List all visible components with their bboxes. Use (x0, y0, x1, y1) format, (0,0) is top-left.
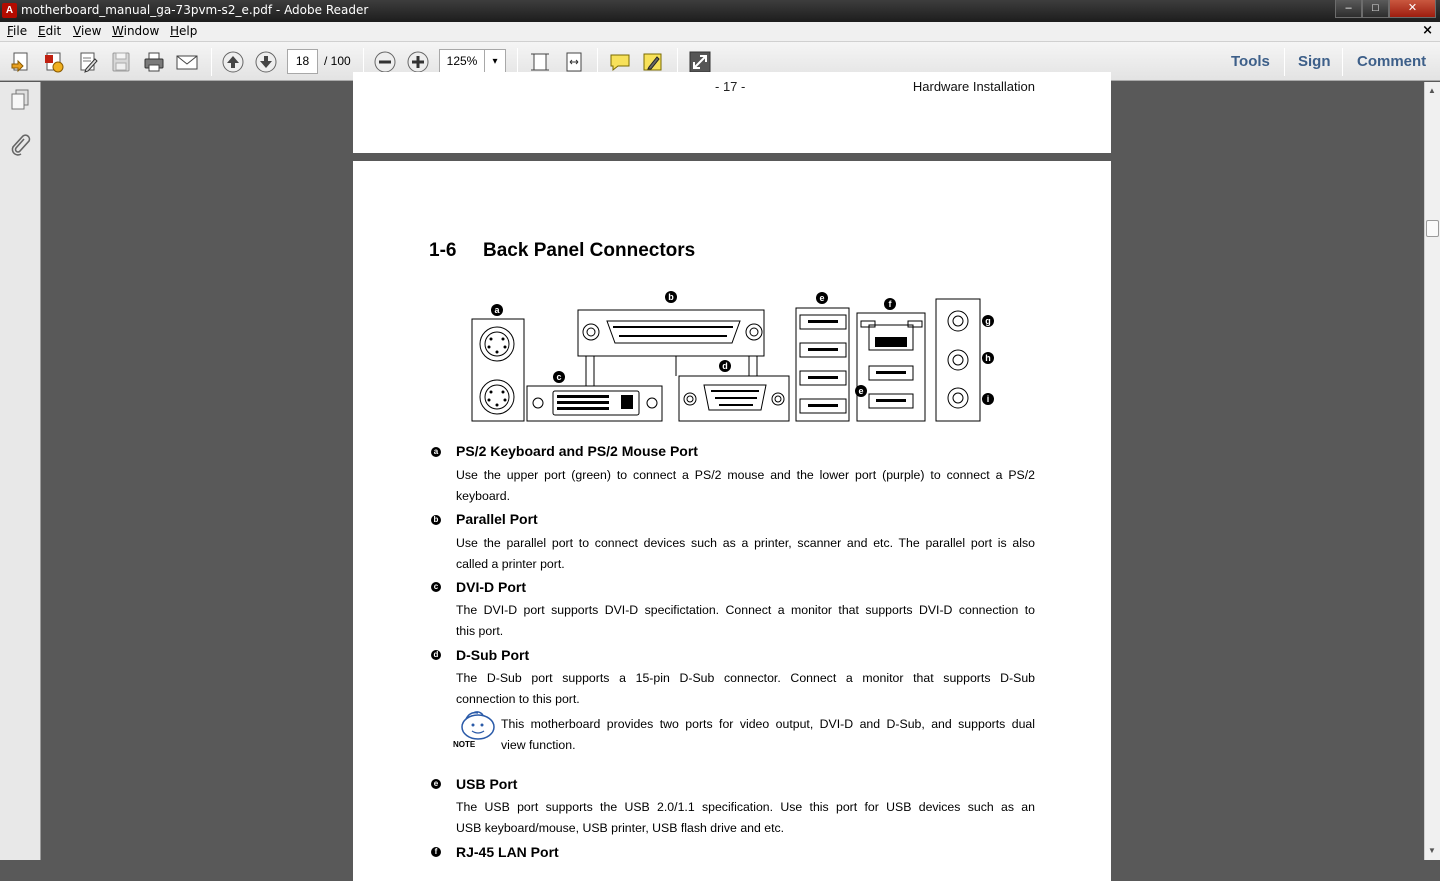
running-header: Hardware Installation (912, 79, 1035, 94)
item-title: PS/2 Keyboard and PS/2 Mouse Port (456, 443, 698, 459)
create-pdf-red-icon[interactable] (42, 50, 66, 74)
scroll-down-icon[interactable]: ▼ (1428, 846, 1436, 855)
fit-page-icon[interactable] (528, 50, 552, 74)
page-number-input[interactable]: 18 (287, 49, 318, 74)
item-title: USB Port (456, 776, 518, 792)
menu-edit[interactable]: Edit (38, 24, 62, 38)
note-body: This motherboard provides two ports for video output, DVI-D and D-Sub, and supports dual view function. (501, 717, 1035, 752)
menu-bar (0, 22, 1440, 41)
svg-text:d: d (722, 361, 728, 371)
next-page-icon[interactable] (254, 50, 278, 74)
print-icon[interactable] (142, 50, 166, 74)
item-title: D-Sub Port (456, 647, 530, 663)
scrollbar-thumb[interactable] (1426, 220, 1439, 237)
item-bullet-d: d (431, 650, 441, 660)
menu-help[interactable]: Help (170, 24, 198, 38)
svg-text:i: i (986, 394, 990, 404)
scroll-up-icon[interactable]: ▲ (1428, 86, 1436, 95)
zoom-out-icon[interactable] (373, 50, 397, 74)
svg-text:h: h (985, 353, 991, 363)
back-panel-diagram (471, 291, 991, 421)
create-pdf-icon[interactable] (9, 50, 33, 74)
item-bullet-f: f (431, 847, 441, 857)
edit-pdf-icon[interactable] (76, 50, 100, 74)
minimize-button[interactable]: – (1335, 0, 1362, 18)
item-title: RJ-45 LAN Port (456, 844, 559, 860)
svg-text:e: e (858, 386, 864, 396)
window-title: motherboard_manual_ga-73pvm-s2_e.pdf - Adobe Reader (21, 3, 369, 17)
page-total: / 100 (324, 54, 351, 68)
page-thumbnails-icon[interactable] (8, 88, 32, 112)
item-title: DVI-D Port (456, 579, 526, 595)
svg-text:a: a (494, 305, 500, 315)
item-bullet-e: e (431, 779, 441, 789)
document-close-icon[interactable]: × (1422, 23, 1433, 38)
svg-text:e: e (819, 293, 825, 303)
item-bullet-c: c (431, 582, 441, 592)
email-icon[interactable] (175, 50, 199, 74)
page-number-label: - 17 - (715, 79, 746, 94)
sticky-note-icon[interactable] (608, 50, 632, 74)
svg-text:c: c (556, 372, 562, 382)
navigation-pane (0, 82, 41, 860)
item-bullet-b: b (431, 515, 441, 525)
item-body: The D-Sub port supports a 15-pin D-Sub connector. Connect a monitor that supports D-Sub connection to this port. (456, 671, 1035, 706)
item-bullet-a: a (431, 447, 441, 457)
note-label: NOTE (453, 740, 476, 749)
menu-window[interactable]: Window (112, 24, 160, 38)
adobe-reader-icon: A (2, 3, 17, 18)
menu-file[interactable]: File (7, 24, 28, 38)
vertical-scrollbar[interactable] (1424, 82, 1440, 860)
zoom-dropdown-button[interactable]: ▾ (484, 49, 506, 74)
menu-view[interactable]: View (73, 24, 102, 38)
pdf-page-17 (353, 72, 1111, 153)
note-icon (451, 709, 497, 749)
item-title: Parallel Port (456, 511, 538, 527)
window-titlebar (0, 0, 1440, 22)
item-body: Use the parallel port to connect devices such as a printer, scanner and etc. The parallel port is also called a printer port. (456, 536, 1035, 571)
close-button[interactable]: ✕ (1389, 0, 1436, 18)
zoom-level-input[interactable]: 125% (439, 49, 485, 74)
item-body: The DVI-D port supports DVI-D specifictation. Connect a monitor that supports DVI-D connection to this port. (456, 603, 1035, 638)
pdf-page-18 (353, 161, 1111, 881)
section-title: Back Panel Connectors (483, 240, 696, 261)
comment-pane-button[interactable]: Comment (1357, 53, 1427, 70)
section-number: 1-6 (429, 240, 457, 261)
save-icon[interactable] (109, 50, 133, 74)
document-viewer[interactable] (41, 79, 1424, 860)
tools-pane-button[interactable]: Tools (1231, 53, 1270, 70)
sign-pane-button[interactable]: Sign (1298, 53, 1331, 70)
full-screen-icon[interactable] (688, 50, 712, 74)
attachments-icon[interactable] (8, 132, 32, 156)
item-body: The USB port supports the USB 2.0/1.1 specification. Use this port for USB devices such as an USB keyboard/mouse, USB printer, USB flash drive and etc. (456, 800, 1035, 835)
svg-text:g: g (985, 316, 991, 326)
highlight-text-icon[interactable] (641, 50, 665, 74)
lan-port-block (857, 313, 925, 421)
zoom-in-icon[interactable] (406, 50, 430, 74)
maximize-button[interactable]: □ (1362, 0, 1389, 18)
svg-text:b: b (668, 292, 674, 302)
fit-width-icon[interactable] (562, 50, 586, 74)
item-body: Use the upper port (green) to connect a PS/2 mouse and the lower port (purple) to connect a PS/2 keyboard. (456, 468, 1035, 503)
svg-text:f: f (888, 299, 892, 309)
previous-page-icon[interactable] (221, 50, 245, 74)
